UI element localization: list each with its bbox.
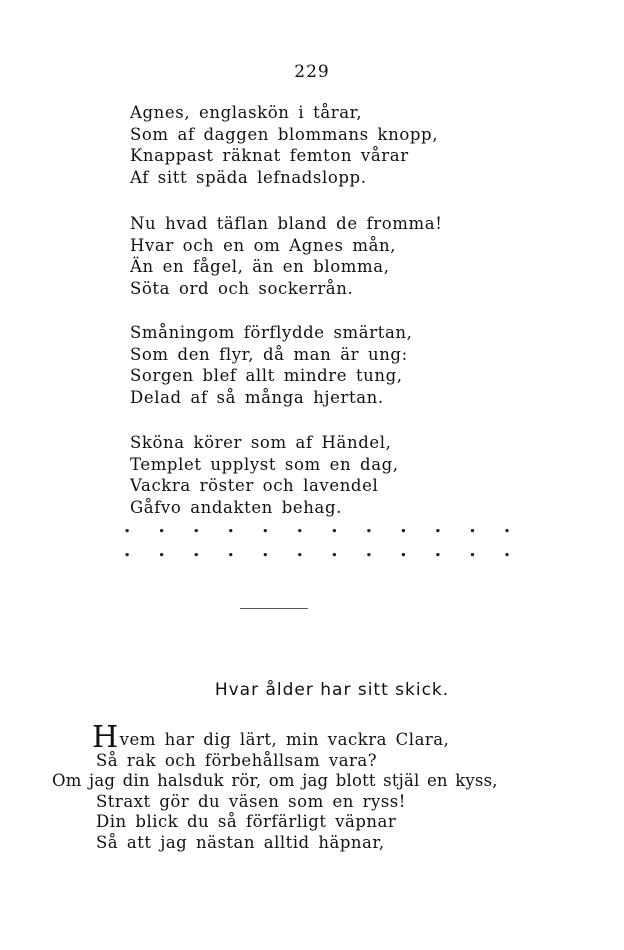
verse-line: Sorgen blef allt mindre tung, — [130, 366, 403, 385]
verse-line: Agnes, englaskön i tårar, — [130, 103, 363, 122]
verse-line: Delad af så många hjertan. — [130, 387, 384, 407]
verse-line: Så rak och förbehållsam vara? — [96, 750, 378, 770]
poem-title: Hvar ålder har sitt skick. — [214, 680, 450, 700]
verse-line: Hvar och en om Agnes mån, — [130, 235, 397, 255]
verse-line: Templet upplyst som en dag, — [130, 454, 399, 474]
verse-line: Knappast räknat femton vårar — [130, 146, 409, 165]
verse-line: Vackra röster och lavendel — [130, 476, 379, 495]
verse-line: Sköna körer som af Händel, — [130, 433, 392, 452]
verse-line-long: Om jag din halsduk rör, om jag blott stjäl en kyss, — [52, 771, 498, 790]
page-number: 229 — [294, 62, 330, 82]
verse-line: Än en fågel, än en blomma, — [130, 257, 390, 276]
verse-line: Söta ord och sockerrån. — [130, 278, 354, 298]
poem-body — [0, 720, 624, 853]
section-divider — [240, 608, 308, 609]
verse-line: Småningom förflydde smärtan, — [130, 323, 413, 342]
verse-line: Så att jag nästan alltid häpnar, — [96, 832, 385, 852]
stanza-1 — [130, 102, 438, 188]
verse-line: Straxt gör du väsen som en ryss! — [96, 791, 406, 811]
stanza-2 — [130, 213, 442, 299]
stanza-3 — [130, 322, 412, 408]
verse-line-rest: vem har dig lärt, min vackra Clara, — [119, 730, 450, 749]
verse-line: Af sitt späda lefnadslopp. — [130, 167, 367, 187]
ellipsis-row: . . . . . . . . . . . . — [124, 516, 522, 537]
verse-line: Som den flyr, då man är ung: — [130, 344, 408, 364]
verse-line-first — [0, 720, 624, 755]
verse-line: Gåfvo andakten behag. — [130, 497, 342, 517]
ellipsis-row: . . . . . . . . . . . . — [124, 540, 522, 561]
stanza-4 — [130, 432, 399, 518]
drop-initial: H — [92, 720, 119, 755]
verse-line: Nu hvad täflan bland de fromma! — [130, 214, 443, 233]
verse-line: Som af daggen blommans knopp, — [130, 124, 439, 144]
verse-line: Din blick du så förfärligt väpnar — [96, 812, 397, 831]
